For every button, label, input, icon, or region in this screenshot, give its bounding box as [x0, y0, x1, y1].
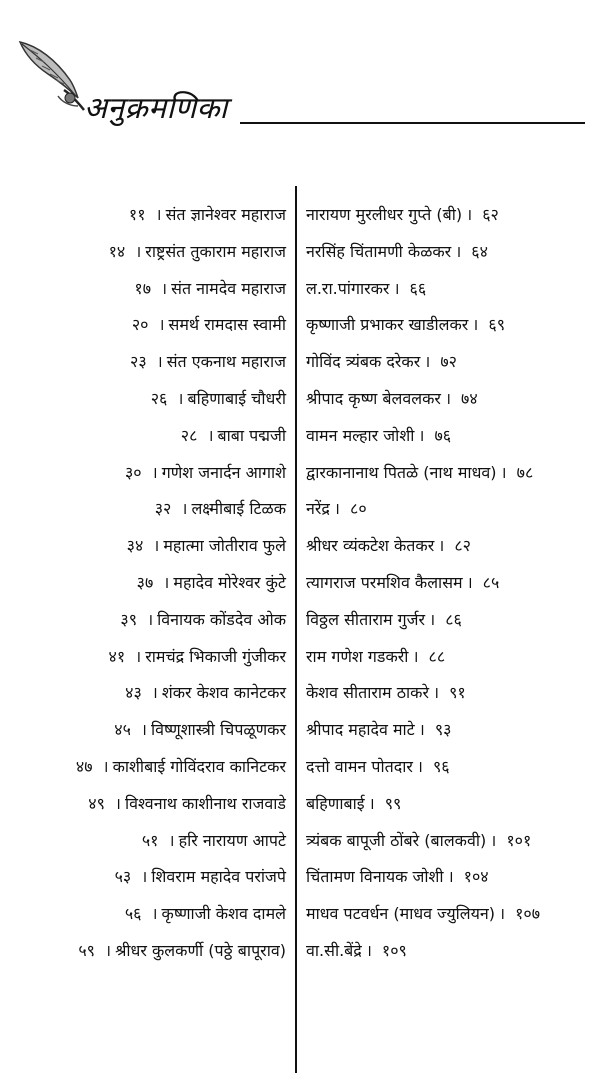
entry-page: ५९ — [78, 940, 95, 960]
entry-page: ३२ — [154, 499, 172, 519]
entry-name: संत एकनाथ महाराज — [166, 352, 286, 372]
entry-name: राम गणेश गडकरी — [306, 646, 409, 666]
entry-page: ९३ — [434, 720, 452, 740]
entry-name: संत ज्ञानेश्वर महाराज — [165, 205, 286, 224]
entry-name: नारायण मुरलीधर गुप्ते (बी) — [306, 205, 463, 224]
entry-page: ७८ — [516, 462, 534, 482]
entry-name: राष्ट्रसंत तुकाराम महाराज — [145, 241, 286, 261]
entry-page: ८५ — [482, 572, 500, 592]
entry-page: २० — [131, 315, 149, 335]
entry-page: ५३ — [114, 867, 132, 887]
entry-page: ६६ — [409, 278, 427, 298]
entry-page: ७२ — [440, 352, 457, 372]
entry-page: १०७ — [515, 904, 541, 924]
entry-page: ३० — [124, 462, 142, 482]
toc-entry[interactable]: २६ । बहिणाबाई चौधरी — [150, 388, 286, 408]
entry-page: ४७ — [75, 756, 93, 776]
entry-page: ६९ — [488, 315, 506, 335]
entry-name: गोविंद त्र्यंबक दरेकर — [306, 352, 421, 372]
entry-name: श्रीधर व्यंकटेश केतकर — [306, 536, 435, 556]
entry-name: संत नामदेव महाराज — [171, 278, 286, 298]
entry-name: महात्मा जोतीराव फुले — [163, 536, 286, 556]
toc-entry[interactable]: ११ । संत ज्ञानेश्वर महाराज — [128, 205, 286, 224]
entry-name: माधव पटवर्धन (माधव ज्युलियन) — [306, 904, 495, 924]
title-underline — [240, 122, 585, 124]
toc-entry[interactable]: ४३ । शंकर केशव कानेटकर — [125, 683, 286, 703]
toc-entry[interactable]: राम गणेश गडकरी । ८८ — [306, 646, 446, 666]
entry-name: बहिणाबाई — [306, 793, 365, 813]
entry-page: १०९ — [381, 940, 407, 960]
toc-entry[interactable]: १७ । संत नामदेव महाराज — [134, 278, 286, 298]
quill-pen-icon — [12, 36, 92, 116]
entry-page: ५१ — [141, 830, 159, 850]
toc-entry[interactable]: त्यागराज परमशिव कैलासम । ८५ — [306, 572, 500, 592]
toc-entry[interactable]: ४१ । रामचंद्र भिकाजी गुंजीकर — [108, 646, 286, 666]
entry-page: ९६ — [432, 756, 450, 776]
entry-page: ९९ — [384, 793, 402, 813]
toc-entry[interactable]: माधव पटवर्धन (माधव ज्युलियन) । १०७ — [306, 904, 541, 924]
entry-name: त्यागराज परमशिव कैलासम — [306, 572, 463, 592]
toc-entry[interactable]: २३ । संत एकनाथ महाराज — [130, 352, 286, 372]
toc-entry[interactable]: ५३ । शिवराम महादेव परांजपे — [114, 867, 286, 887]
entry-name: काशीबाई गोविंदराव कानिटकर — [112, 756, 286, 776]
toc-entry[interactable]: ५९ । श्रीधर कुलकर्णी (पठ्ठे बापूराव) — [78, 940, 286, 960]
entry-name: कृष्णाजी केशव दामले — [161, 904, 286, 924]
toc-entry[interactable]: २० । समर्थ रामदास स्वामी — [131, 315, 286, 335]
toc-entry[interactable]: ३७ । महादेव मोरेश्वर कुंटे — [136, 572, 286, 592]
entry-name: शंकर केशव कानेटकर — [161, 683, 286, 703]
entry-name: श्रीपाद कृष्ण बेलवलकर — [306, 388, 441, 408]
entry-page: ९१ — [449, 683, 466, 703]
toc-entry[interactable]: ४५ । विष्णूशास्त्री चिपळूणकर — [114, 720, 286, 740]
entry-page: ६२ — [482, 205, 499, 224]
toc-entry[interactable]: ३९ । विनायक कोंडदेव ओक — [120, 609, 286, 629]
toc-entry[interactable]: नरसिंह चिंतामणी केळकर । ६४ — [306, 241, 488, 261]
entry-page: ११ — [128, 205, 146, 224]
entry-name: विष्णूशास्त्री चिपळूणकर — [150, 720, 286, 740]
toc-entry[interactable]: विठ्ठल सीताराम गुर्जर । ८६ — [306, 609, 462, 629]
toc-entry[interactable]: ल.रा.पांगारकर । ६६ — [306, 278, 427, 298]
toc-entry[interactable]: १४ । राष्ट्रसंत तुकाराम महाराज — [108, 241, 286, 261]
entry-name: केशव सीताराम ठाकरे — [306, 683, 429, 703]
toc-entry[interactable]: वा.सी.बेंद्रे । १०९ — [306, 940, 407, 960]
toc-entry[interactable]: श्रीपाद महादेव माटे । ९३ — [306, 720, 452, 740]
entry-name: श्रीधर कुलकर्णी (पठ्ठे बापूराव) — [115, 940, 286, 960]
entry-page: ६४ — [471, 241, 488, 261]
entry-page: ७४ — [461, 388, 478, 408]
entry-page: ८२ — [454, 536, 471, 556]
entry-name: वामन मल्हार जोशी — [306, 425, 415, 445]
entry-page: ८६ — [445, 609, 462, 629]
entry-page: ४५ — [114, 720, 131, 740]
toc-entry[interactable]: ४७ । काशीबाई गोविंदराव कानिटकर — [75, 756, 286, 776]
toc-entry[interactable]: श्रीपाद कृष्ण बेलवलकर । ७४ — [306, 388, 478, 408]
entry-page: १७ — [134, 278, 152, 298]
entry-name: श्रीपाद महादेव माटे — [306, 720, 415, 740]
toc-entry[interactable]: नारायण मुरलीधर गुप्ते (बी) । ६२ — [306, 205, 499, 224]
toc-entry[interactable]: चिंतामण विनायक जोशी । १०४ — [306, 867, 489, 887]
left-column — [0, 197, 286, 970]
entry-name: कृष्णाजी प्रभाकर खाडीलकर — [306, 315, 469, 335]
toc-entry[interactable]: केशव सीताराम ठाकरे । ९१ — [306, 683, 466, 703]
toc-entry[interactable]: द्वारकानानाथ पितळे (नाथ माधव) । ७८ — [306, 462, 534, 482]
entry-page: ४९ — [88, 793, 105, 813]
entry-name: नरसिंह चिंतामणी केळकर — [306, 241, 452, 261]
right-column — [306, 197, 600, 970]
toc-entry[interactable]: बहिणाबाई । ९९ — [306, 793, 402, 813]
toc-entry[interactable]: त्र्यंबक बापूजी ठोंबरे (बालकवी) । १०१ — [306, 830, 532, 850]
entry-page: ८८ — [428, 646, 446, 666]
toc-entry[interactable]: नरेंद्र । ८० — [306, 499, 367, 519]
entry-name: त्र्यंबक बापूजी ठोंबरे (बालकवी) — [306, 830, 487, 850]
entry-name: रामचंद्र भिकाजी गुंजीकर — [145, 646, 286, 666]
entry-name: लक्ष्मीबाई टिळक — [191, 499, 286, 519]
entry-name: द्वारकानानाथ पितळे (नाथ माधव) — [306, 462, 497, 482]
entry-page: ५६ — [124, 904, 142, 924]
entry-page: १०४ — [463, 867, 489, 887]
entry-name: बाबा पद्मजी — [217, 425, 286, 445]
column-divider — [295, 186, 297, 1073]
entry-page: ३९ — [120, 609, 138, 629]
entry-name: हरि नारायण आपटे — [178, 830, 286, 850]
entry-name: विठ्ठल सीताराम गुर्जर — [306, 609, 426, 629]
entry-page: २८ — [180, 425, 198, 445]
toc-entry[interactable]: ४९ । विश्वनाथ काशीनाथ राजवाडे — [88, 793, 286, 813]
toc-entry[interactable]: ५६ । कृष्णाजी केशव दामले — [124, 904, 286, 924]
entry-page: ८० — [350, 499, 367, 519]
entry-page: १४ — [108, 241, 126, 261]
toc-entry[interactable]: २८ । बाबा पद्मजी — [180, 425, 286, 445]
toc-entry[interactable]: श्रीधर व्यंकटेश केतकर । ८२ — [306, 536, 471, 556]
entry-name: दत्तो वामन पोतदार — [306, 756, 413, 776]
page-title: अनुक्रमणिका — [84, 91, 228, 126]
toc-entry[interactable]: वामन मल्हार जोशी । ७६ — [306, 425, 452, 445]
entry-name: महादेव मोरेश्वर कुंटे — [173, 572, 286, 592]
entry-name: चिंतामण विनायक जोशी — [306, 867, 444, 887]
entry-name: शिवराम महादेव परांजपे — [151, 867, 286, 887]
entry-page: १०१ — [506, 830, 532, 850]
toc-entry[interactable]: ३० । गणेश जनार्दन आगाशे — [124, 462, 286, 482]
entry-page: ७६ — [434, 425, 452, 445]
toc-entry[interactable]: दत्तो वामन पोतदार । ९६ — [306, 756, 450, 776]
entry-name: ल.रा.पांगारकर — [306, 278, 390, 298]
entry-page: २३ — [130, 352, 147, 372]
entry-name: विश्वनाथ काशीनाथ राजवाडे — [124, 793, 286, 813]
entry-name: विनायक कोंडदेव ओक — [157, 609, 286, 629]
entry-name: नरेंद्र — [306, 499, 330, 519]
entry-page: २६ — [150, 388, 168, 408]
entry-name: गणेश जनार्दन आगाशे — [161, 462, 286, 482]
entry-page: ४१ — [108, 646, 126, 666]
header — [0, 0, 600, 140]
entry-page: ३७ — [136, 572, 154, 592]
toc-entry[interactable]: कृष्णाजी प्रभाकर खाडीलकर । ६९ — [306, 315, 506, 335]
entry-name: समर्थ रामदास स्वामी — [168, 315, 286, 335]
toc-entry[interactable]: गोविंद त्र्यंबक दरेकर । ७२ — [306, 352, 457, 372]
entry-page: ३४ — [126, 536, 144, 556]
toc-entry[interactable]: ३२ । लक्ष्मीबाई टिळक — [154, 499, 286, 519]
entry-name: वा.सी.बेंद्रे — [306, 940, 362, 960]
toc-entry[interactable]: ३४ । महात्मा जोतीराव फुले — [126, 536, 286, 556]
entry-name: बहिणाबाई चौधरी — [187, 388, 286, 408]
toc-entry[interactable]: ५१ । हरि नारायण आपटे — [141, 830, 286, 850]
entry-page: ४३ — [125, 683, 142, 703]
